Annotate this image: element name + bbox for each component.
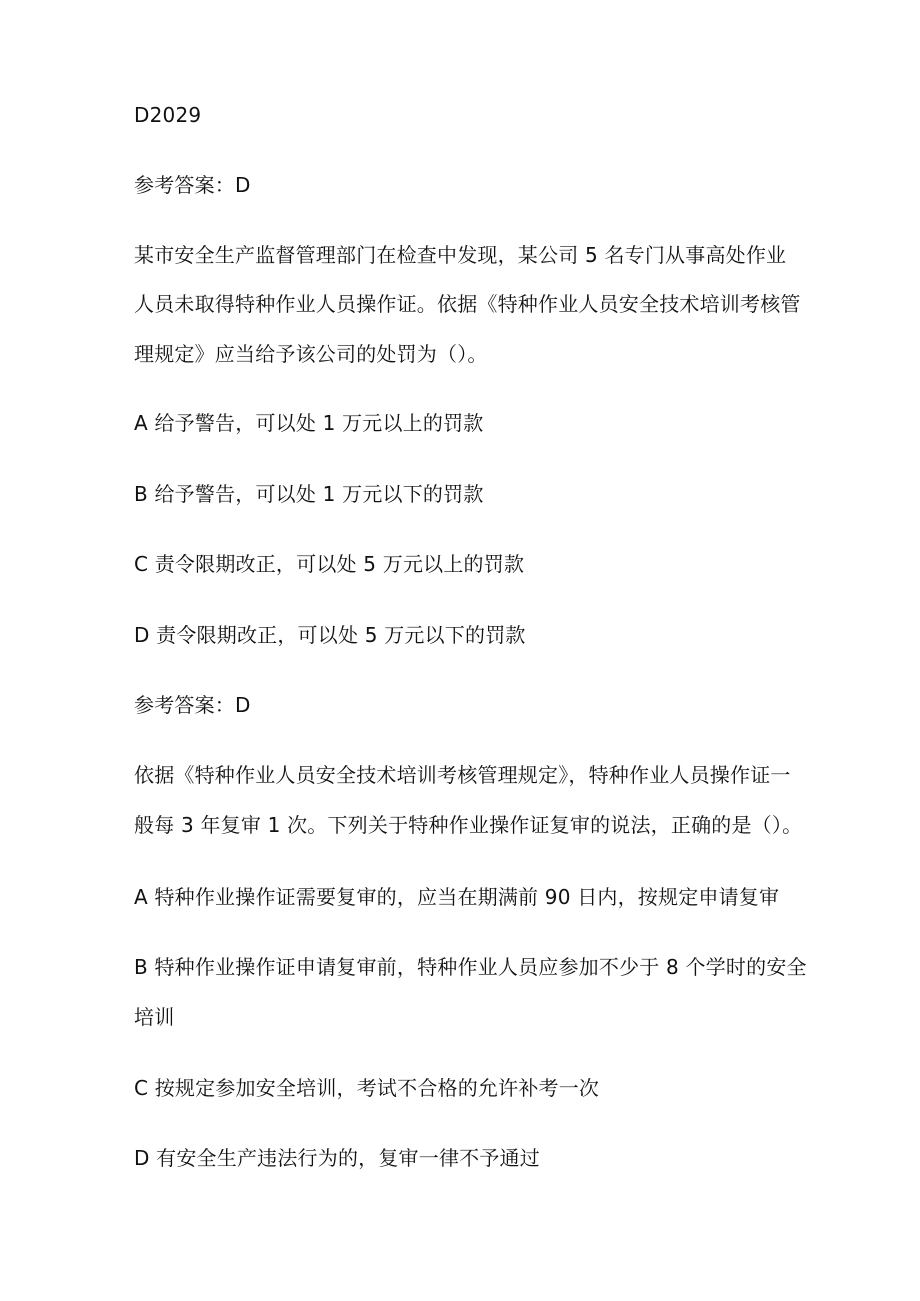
option-d: D 责令限期改正，可以处 5 万元以下的罚款 [134,623,526,647]
answer-label: 参考答案：D [134,173,251,197]
option-b: B 特种作业操作证申请复审前，特种作业人员应参加不少于 8 个学时的安全 [134,955,807,979]
option-c: C 按规定参加安全培训，考试不合格的允许补考一次 [134,1076,600,1100]
question-stem-line: 人员未取得特种作业人员操作证。依据《特种作业人员安全技术培训考核管 [134,292,801,316]
question-stem-line: 般每 3 年复审 1 次。下列关于特种作业操作证复审的说法，正确的是（）。 [134,813,803,837]
option-a: A 特种作业操作证需要复审的，应当在期满前 90 日内，按规定申请复审 [134,885,780,909]
option-c: C 责令限期改正，可以处 5 万元以上的罚款 [134,552,525,576]
answer-label: 参考答案：D [134,693,251,717]
question-stem-line: 理规定》应当给予该公司的处罚为（）。 [134,342,488,366]
option-b: B 给予警告，可以处 1 万元以下的罚款 [134,482,484,506]
option-a: A 给予警告，可以处 1 万元以上的罚款 [134,411,484,435]
question-stem-line: 依据《特种作业人员安全技术培训考核管理规定》，特种作业人员操作证一 [134,763,791,787]
option-b-continuation: 培训 [134,1005,175,1029]
question-stem-line: 某市安全生产监督管理部门在检查中发现，某公司 5 名专门从事高处作业 [134,243,787,267]
option-d: D 有安全生产违法行为的，复审一律不予通过 [134,1146,540,1170]
answer-fragment: D2029 [134,103,202,127]
